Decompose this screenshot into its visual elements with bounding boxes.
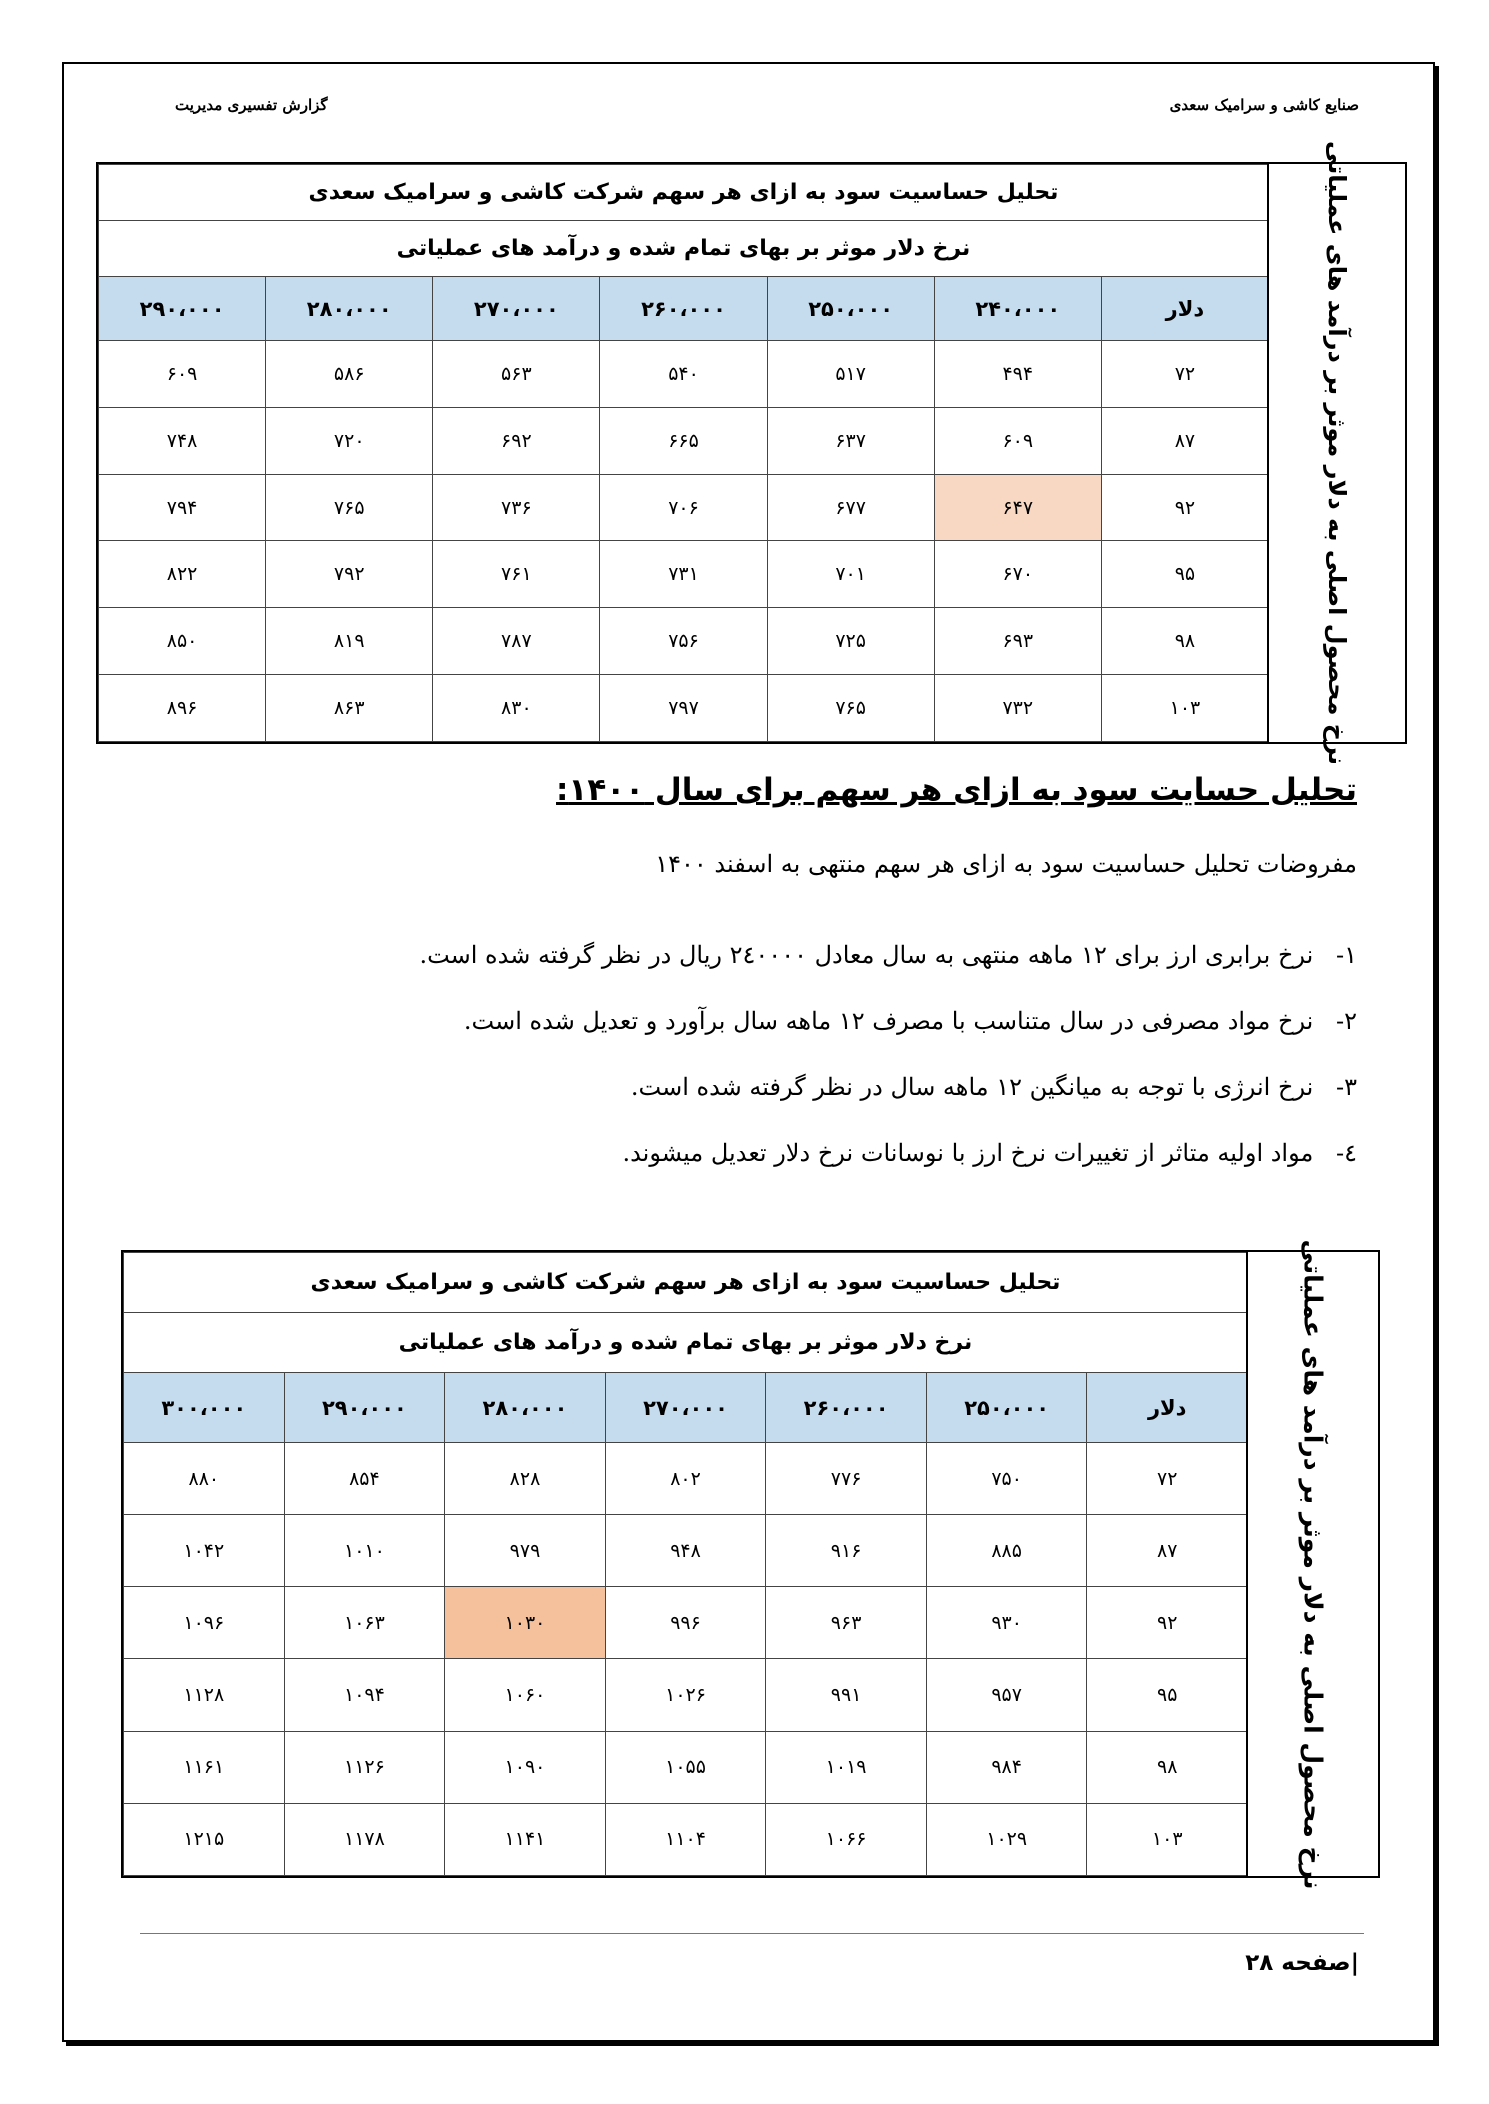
column-header: ۲۹۰،۰۰۰ bbox=[284, 1373, 445, 1443]
table-cell: ۷۰۱ bbox=[767, 541, 934, 608]
table-cell: ۷۸۷ bbox=[433, 608, 600, 675]
table-row bbox=[124, 1803, 1248, 1875]
table-cell: ۷۵۶ bbox=[600, 608, 767, 675]
table-row bbox=[99, 341, 1269, 408]
row-rate: ۹۲ bbox=[1087, 1587, 1248, 1659]
table-cell: ۹۴۸ bbox=[605, 1515, 766, 1587]
side-label-cell bbox=[1267, 140, 1405, 766]
page-number: |صفحه ۲۸ bbox=[1245, 1950, 1359, 1976]
table-cell: ۸۸۰ bbox=[124, 1443, 285, 1515]
table-row bbox=[124, 1515, 1248, 1587]
corner-header: دلار bbox=[1101, 277, 1268, 341]
list-item bbox=[419, 935, 1357, 1001]
table-cell: ۸۲۸ bbox=[445, 1443, 606, 1515]
table-cell: ۵۱۷ bbox=[767, 341, 934, 408]
table-cell: ۶۹۲ bbox=[433, 407, 600, 474]
sensitivity-table-1 bbox=[96, 140, 1407, 766]
table-cell: ۱۰۱۰ bbox=[284, 1515, 445, 1587]
table-cell: ۷۲۵ bbox=[767, 608, 934, 675]
table-cell: ۸۳۰ bbox=[433, 675, 600, 742]
row-rate: ۱۰۳ bbox=[1101, 675, 1268, 742]
table-cell: ۱۰۶۰ bbox=[445, 1659, 606, 1731]
table-cell: ۱۲۱۵ bbox=[124, 1803, 285, 1875]
table-cell: ۸۰۲ bbox=[605, 1443, 766, 1515]
table-cell: ۸۵۴ bbox=[284, 1443, 445, 1515]
column-header: ۲۵۰،۰۰۰ bbox=[767, 277, 934, 341]
table-row bbox=[99, 541, 1269, 608]
section-title: تحلیل حسایت سود به ازای هر سهم برای سال ۱۴۰۰: bbox=[556, 772, 1357, 808]
table-cell: ۸۲۲ bbox=[99, 541, 266, 608]
table-cell: ۷۹۴ bbox=[99, 474, 266, 541]
table-row bbox=[124, 1659, 1248, 1731]
table-cell: ۱۱۲۶ bbox=[284, 1731, 445, 1803]
table-cell: ۶۳۷ bbox=[767, 407, 934, 474]
table-cell: ۷۵۰ bbox=[926, 1443, 1087, 1515]
list-text: نرخ انرژی با توجه به میانگین ۱۲ ماهه سال در نظر گرفته شده است. bbox=[630, 1073, 1314, 1101]
table-cell: ۱۱۴۱ bbox=[445, 1803, 606, 1875]
table-row bbox=[99, 407, 1269, 474]
row-rate: ۷۲ bbox=[1101, 341, 1268, 408]
table-cell: ۶۷۰ bbox=[934, 541, 1101, 608]
table-cell: ۹۷۹ bbox=[445, 1515, 606, 1587]
table-cell: ۱۰۲۹ bbox=[926, 1803, 1087, 1875]
table-cell: ۸۵۰ bbox=[99, 608, 266, 675]
table-cell: ۵۴۰ bbox=[600, 341, 767, 408]
column-header: ۲۵۰،۰۰۰ bbox=[926, 1373, 1087, 1443]
list-number: ۲- bbox=[1336, 1007, 1357, 1035]
table-cell: ۷۶۱ bbox=[433, 541, 600, 608]
table-cell: ۱۱۶۱ bbox=[124, 1731, 285, 1803]
table-cell: ۹۵۷ bbox=[926, 1659, 1087, 1731]
table-cell: ۱۱۲۸ bbox=[124, 1659, 285, 1731]
table-cell: ۶۰۹ bbox=[934, 407, 1101, 474]
highlighted-cell: ۱۰۳۰ bbox=[445, 1587, 606, 1659]
table-cell: ۸۱۹ bbox=[266, 608, 433, 675]
row-rate: ۹۵ bbox=[1087, 1659, 1248, 1731]
table-cell: ۹۹۶ bbox=[605, 1587, 766, 1659]
table-cell: ۶۹۳ bbox=[934, 608, 1101, 675]
row-rate: ۸۷ bbox=[1101, 407, 1268, 474]
table-cell: ۹۹۱ bbox=[766, 1659, 927, 1731]
column-header: ۲۴۰،۰۰۰ bbox=[934, 277, 1101, 341]
list-text: نرخ برابری ارز برای ۱۲ ماهه منتهی به سال معادل ۲٤۰۰۰۰ ریال در نظر گرفته شده است. bbox=[419, 941, 1314, 969]
side-label: نرخ محصول اصلی به دلار موثر بر درآمد های عملیاتی bbox=[1298, 1238, 1328, 1890]
table-row bbox=[124, 1587, 1248, 1659]
list-item bbox=[419, 1001, 1357, 1067]
table-cell: ۹۱۶ bbox=[766, 1515, 927, 1587]
column-header: ۲۸۰،۰۰۰ bbox=[266, 277, 433, 341]
table-cell: ۶۰۹ bbox=[99, 341, 266, 408]
table-cell: ۷۲۰ bbox=[266, 407, 433, 474]
header-company: صنایع کاشی و سرامیک سعدی bbox=[1169, 96, 1359, 114]
table-cell: ۸۹۶ bbox=[99, 675, 266, 742]
assumptions-list bbox=[419, 935, 1357, 1199]
table-cell: ۹۳۰ bbox=[926, 1587, 1087, 1659]
table-cell: ۷۳۶ bbox=[433, 474, 600, 541]
row-rate: ۷۲ bbox=[1087, 1443, 1248, 1515]
side-label: نرخ محصول اصلی به دلار موثر بر درآمد های عملیاتی bbox=[1323, 140, 1351, 766]
table-cell: ۱۰۶۶ bbox=[766, 1803, 927, 1875]
column-header: ۲۷۰،۰۰۰ bbox=[433, 277, 600, 341]
column-header: ۲۶۰،۰۰۰ bbox=[766, 1373, 927, 1443]
table-cell: ۱۰۹۰ bbox=[445, 1731, 606, 1803]
table-cell: ۷۳۱ bbox=[600, 541, 767, 608]
assumptions-intro: مفروضات تحلیل حساسیت سود به ازای هر سهم منتهی به اسفند ۱۴۰۰ bbox=[655, 850, 1357, 878]
column-header: ۲۷۰،۰۰۰ bbox=[605, 1373, 766, 1443]
row-rate: ۹۸ bbox=[1087, 1731, 1248, 1803]
list-text: مواد اولیه متاثر از تغییرات نرخ ارز با نوسانات نرخ دلار تعدیل میشوند. bbox=[622, 1139, 1314, 1167]
table-cell: ۱۰۹۶ bbox=[124, 1587, 285, 1659]
column-header: ۲۹۰،۰۰۰ bbox=[99, 277, 266, 341]
sensitivity-table-2 bbox=[121, 1238, 1380, 1890]
header-report-title: گزارش تفسیری مدیریت bbox=[175, 96, 328, 114]
table-cell: ۵۶۳ bbox=[433, 341, 600, 408]
table-cell: ۷۴۸ bbox=[99, 407, 266, 474]
table-cell: ۷۹۲ bbox=[266, 541, 433, 608]
table-title: تحلیل حساسیت سود به ازای هر سهم شرکت کاشی و سرامیک سعدی bbox=[124, 1253, 1248, 1313]
highlighted-cell: ۶۴۷ bbox=[934, 474, 1101, 541]
table-cell: ۱۰۲۶ bbox=[605, 1659, 766, 1731]
table-cell: ۷۰۶ bbox=[600, 474, 767, 541]
table-cell: ۱۰۱۹ bbox=[766, 1731, 927, 1803]
list-item bbox=[419, 1133, 1357, 1199]
table-cell: ۷۳۲ bbox=[934, 675, 1101, 742]
table-cell: ۸۶۳ bbox=[266, 675, 433, 742]
row-rate: ۹۸ bbox=[1101, 608, 1268, 675]
row-rate: ۸۷ bbox=[1087, 1515, 1248, 1587]
table-cell: ۱۱۷۸ bbox=[284, 1803, 445, 1875]
table-cell: ۷۶۵ bbox=[266, 474, 433, 541]
side-label-cell bbox=[1246, 1238, 1378, 1890]
row-rate: ۹۲ bbox=[1101, 474, 1268, 541]
table-grid bbox=[123, 1252, 1248, 1876]
list-item bbox=[419, 1067, 1357, 1133]
table-cell: ۱۰۵۵ bbox=[605, 1731, 766, 1803]
row-rate: ۱۰۳ bbox=[1087, 1803, 1248, 1875]
table-cell: ۷۶۵ bbox=[767, 675, 934, 742]
table-row bbox=[99, 608, 1269, 675]
table-title: تحلیل حساسیت سود به ازای هر سهم شرکت کاشی و سرامیک سعدی bbox=[99, 165, 1269, 221]
list-number: ۱- bbox=[1336, 941, 1357, 969]
table-subtitle: نرخ دلار موثر بر بهای تمام شده و درآمد های عملیاتی bbox=[99, 221, 1269, 277]
column-header: ۲۸۰،۰۰۰ bbox=[445, 1373, 606, 1443]
table-cell: ۹۶۳ bbox=[766, 1587, 927, 1659]
column-header: ۳۰۰،۰۰۰ bbox=[124, 1373, 285, 1443]
table-grid bbox=[98, 164, 1269, 742]
column-header: ۲۶۰،۰۰۰ bbox=[600, 277, 767, 341]
row-rate: ۹۵ bbox=[1101, 541, 1268, 608]
table-cell: ۱۰۴۲ bbox=[124, 1515, 285, 1587]
table-cell: ۵۸۶ bbox=[266, 341, 433, 408]
table-row bbox=[124, 1443, 1248, 1515]
table-cell: ۷۷۶ bbox=[766, 1443, 927, 1515]
table-row bbox=[99, 474, 1269, 541]
table-cell: ۹۸۴ bbox=[926, 1731, 1087, 1803]
table-cell: ۱۱۰۴ bbox=[605, 1803, 766, 1875]
list-number: ۳- bbox=[1336, 1073, 1357, 1101]
corner-header: دلار bbox=[1087, 1373, 1248, 1443]
table-cell: ۴۹۴ bbox=[934, 341, 1101, 408]
table-cell: ۶۷۷ bbox=[767, 474, 934, 541]
table-cell: ۱۰۹۴ bbox=[284, 1659, 445, 1731]
footer-divider bbox=[140, 1933, 1364, 1934]
table-subtitle: نرخ دلار موثر بر بهای تمام شده و درآمد های عملیاتی bbox=[124, 1313, 1248, 1373]
table-cell: ۶۶۵ bbox=[600, 407, 767, 474]
table-cell: ۸۸۵ bbox=[926, 1515, 1087, 1587]
table-row bbox=[99, 675, 1269, 742]
list-text: نرخ مواد مصرفی در سال متناسب با مصرف ۱۲ ماهه سال برآورد و تعدیل شده است. bbox=[463, 1007, 1314, 1035]
list-number: ٤- bbox=[1336, 1139, 1357, 1167]
table-cell: ۷۹۷ bbox=[600, 675, 767, 742]
table-row bbox=[124, 1731, 1248, 1803]
table-cell: ۱۰۶۳ bbox=[284, 1587, 445, 1659]
